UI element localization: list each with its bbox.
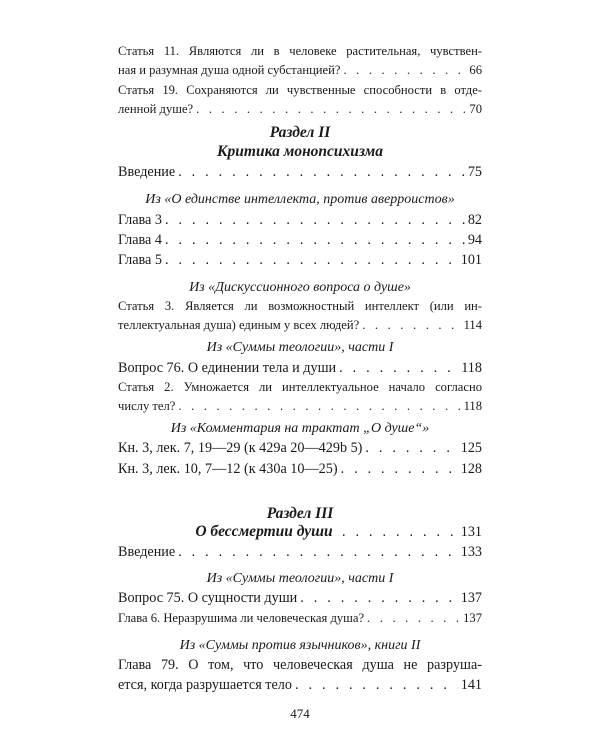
dot-leader [196, 100, 466, 119]
toc-entry [118, 250, 482, 270]
dot-leader: . . . . . . . . . [342, 524, 457, 540]
page-number: 75 [467, 164, 482, 180]
toc-entry-text: Кн. 3, лек. 10, 7—12 (к 430a 10—25) [118, 461, 338, 477]
page-number: 82 [467, 212, 482, 228]
section-subtitle-row [118, 522, 482, 542]
toc-entry-text: теллектуальная душа) единым у всех людей? [118, 318, 360, 332]
dot-leader [165, 230, 465, 250]
toc-entry-text: Вопрос 76. О единении тела и души [118, 360, 337, 376]
dot-leader [300, 588, 457, 608]
dot-leader [178, 397, 460, 416]
section-title: Раздел II [269, 124, 331, 141]
page-number: 125 [460, 440, 482, 456]
page-number: 133 [460, 544, 482, 560]
group-heading: Из «О единстве интеллекта, против аверроистов» [145, 192, 455, 207]
dot-leader [362, 316, 460, 335]
dot-leader [165, 250, 458, 270]
dot-leader [165, 210, 465, 230]
toc-entry [118, 609, 482, 628]
dot-leader [339, 358, 458, 378]
group-heading: Из «Комментария на трактат „О душе“» [170, 421, 430, 436]
dot-leader [367, 609, 460, 628]
toc-entry [118, 459, 482, 479]
page-number: 131 [460, 524, 482, 540]
toc-entry-text: Вопрос 75. О сущности души [118, 590, 298, 606]
dot-leader [178, 162, 465, 182]
toc-entry-text: Введение [118, 544, 176, 560]
toc-entry [118, 438, 482, 458]
toc-entry [118, 378, 482, 416]
toc-entry-text: ленной душе? [118, 102, 194, 116]
toc-entry [118, 210, 482, 230]
group-heading: Из «Суммы теологии», части I [206, 571, 394, 586]
toc-entry-text: Глава 4 [118, 232, 162, 248]
toc-entry-line: Глава 79. О том, что человеческая душа не разруша- [118, 657, 482, 673]
page-number: 118 [463, 399, 482, 413]
toc-entry-text: Введение [118, 164, 176, 180]
page-folio: 474 [290, 706, 310, 721]
toc-entry-text: Глава 6. Неразрушима ли человеческая душа? [118, 611, 365, 625]
toc-entry-text: Кн. 3, лек. 7, 19—29 (к 429a 20—429b 5) [118, 440, 363, 456]
page-number: 70 [469, 102, 482, 116]
section-title: Раздел III [266, 505, 334, 522]
group-heading: Из «Суммы теологии», части I [206, 340, 394, 355]
toc-entry-line: Статья 11. Являются ли в человеке растительная, чувствен- [118, 44, 482, 58]
toc-entry [118, 230, 482, 250]
section-subtitle: Критика монопсихизма [217, 143, 383, 160]
toc-entry [118, 162, 482, 182]
page-number: 137 [463, 611, 482, 625]
page-number: 141 [460, 677, 482, 693]
page-number: 94 [467, 232, 482, 248]
toc-entry-line: Статья 2. Умножается ли интеллектуальное начало согласно [118, 380, 482, 394]
toc-entry [118, 588, 482, 608]
toc-entry-text: Глава 3 [118, 212, 162, 228]
dot-leader [343, 61, 466, 80]
toc-entry [118, 42, 482, 80]
page-number: 114 [463, 318, 482, 332]
toc-entry [118, 358, 482, 378]
toc-entry [118, 542, 482, 562]
toc-entry [118, 297, 482, 335]
toc-entry [118, 655, 482, 695]
toc-entry-text: ная и разумная душа одной субстанцией? [118, 63, 341, 77]
toc-entry-line: Статья 19. Сохраняются ли чувственные способности в отде- [118, 83, 482, 97]
page-number: 101 [460, 252, 482, 268]
page-number: 118 [461, 360, 482, 376]
dot-leader [178, 542, 458, 562]
page-number: 66 [469, 63, 482, 77]
toc-entry-text: Глава 5 [118, 252, 162, 268]
section-subtitle: О бессмертии души [195, 523, 333, 540]
page-number: 128 [460, 461, 482, 477]
group-heading: Из «Дискуссионного вопроса о душе» [189, 280, 411, 295]
toc-entry-text: ется, когда разрушается тело [118, 677, 292, 693]
toc-entry [118, 81, 482, 119]
dot-leader [341, 459, 458, 479]
toc-entry-line: Статья 3. Является ли возможностный интеллект (или ин- [118, 299, 482, 313]
page-number: 137 [460, 590, 482, 606]
group-heading: Из «Суммы против язычников», книги II [179, 638, 421, 653]
toc-entry-text: числу тел? [118, 399, 176, 413]
dot-leader [365, 438, 457, 458]
dot-leader [295, 675, 458, 695]
